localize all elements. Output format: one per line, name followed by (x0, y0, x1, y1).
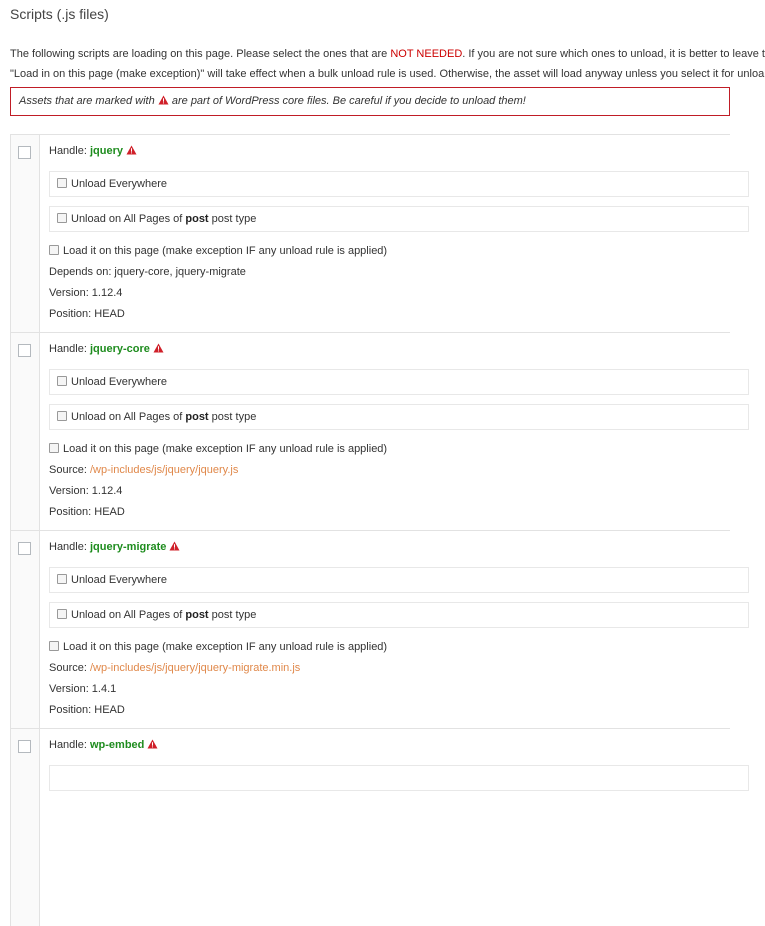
core-warning-icon (153, 343, 164, 353)
notice-text-after: are part of WordPress core files. Be careful if you decide to unload them! (171, 95, 526, 107)
load-exception-checkbox[interactable] (49, 443, 59, 453)
asset-position: Position: HEAD (49, 308, 125, 320)
source-link[interactable]: /wp-includes/js/jquery/jquery-migrate.min.js (89, 662, 301, 674)
unload-everywhere-checkbox[interactable] (57, 376, 67, 386)
asset-select-checkbox[interactable] (18, 542, 31, 555)
load-exception-option[interactable] (49, 443, 387, 455)
unload-everywhere-option[interactable] (49, 765, 749, 791)
intro-text (10, 44, 765, 84)
unload-everywhere-label: Unload Everywhere (71, 376, 167, 388)
handle-line (49, 145, 137, 157)
unload-post-type-prefix: Unload on All Pages of (71, 411, 183, 423)
source-label: Source: (49, 464, 87, 476)
asset-row-jquery-migrate (10, 530, 730, 728)
unload-everywhere-checkbox[interactable] (57, 178, 67, 188)
unload-post-type-suffix: post type (211, 213, 257, 225)
handle-label: Handle: (49, 145, 87, 157)
asset-source (49, 464, 238, 476)
handle-label: Handle: (49, 541, 87, 553)
asset-position: Position: HEAD (49, 506, 125, 518)
unload-post-type-checkbox[interactable] (57, 609, 67, 619)
handle-label: Handle: (49, 343, 87, 355)
post-type-name: post (185, 213, 209, 225)
core-warning-icon (147, 739, 158, 749)
handle-line (49, 541, 180, 553)
asset-version: Version: 1.12.4 (49, 485, 123, 497)
load-exception-label: Load it on this page (make exception IF any unload rule is applied) (63, 641, 388, 653)
unload-everywhere-option[interactable] (49, 567, 749, 593)
unload-post-type-option[interactable] (49, 206, 749, 232)
asset-select-checkbox[interactable] (18, 344, 31, 357)
asset-row-wp-embed (10, 728, 730, 926)
unload-post-type-suffix: post type (211, 609, 257, 621)
unload-everywhere-option[interactable] (49, 369, 749, 395)
handle-line (49, 739, 158, 751)
post-type-name: post (185, 609, 209, 621)
asset-source (49, 662, 300, 674)
source-link[interactable]: /wp-includes/js/jquery/jquery.js (89, 464, 239, 476)
depends-on: Depends on: jquery-core, jquery-migrate (49, 266, 246, 278)
unload-everywhere-checkbox[interactable] (57, 574, 67, 584)
row-select-column (11, 729, 40, 926)
row-select-column (11, 333, 40, 530)
unload-post-type-suffix: post type (211, 411, 257, 423)
unload-post-type-checkbox[interactable] (57, 411, 67, 421)
asset-row-jquery-core (10, 332, 730, 530)
handle-name: jquery-core (89, 343, 150, 355)
load-exception-option[interactable] (49, 641, 387, 653)
intro-line-1 (10, 44, 765, 64)
unload-post-type-checkbox[interactable] (57, 213, 67, 223)
asset-version: Version: 1.12.4 (49, 287, 123, 299)
asset-position: Position: HEAD (49, 704, 125, 716)
intro-line-2: "Load in on this page (make exception)" will take effect when a bulk unload rule is used. Otherwise, the asset will load anyway unless you select it for unloa (10, 68, 765, 80)
load-exception-checkbox[interactable] (49, 245, 59, 255)
load-exception-option[interactable] (49, 245, 387, 257)
core-warning-icon (126, 145, 137, 155)
unload-everywhere-label: Unload Everywhere (71, 178, 167, 190)
post-type-name: post (185, 411, 209, 423)
core-warning-icon (169, 541, 180, 551)
handle-name: jquery-migrate (89, 541, 167, 553)
asset-row-jquery (10, 134, 730, 332)
asset-version: Version: 1.4.1 (49, 683, 117, 695)
load-exception-label: Load it on this page (make exception IF any unload rule is applied) (63, 245, 388, 257)
unload-everywhere-option[interactable] (49, 171, 749, 197)
handle-line (49, 343, 164, 355)
handle-label: Handle: (49, 739, 87, 751)
load-exception-checkbox[interactable] (49, 641, 59, 651)
unload-post-type-prefix: Unload on All Pages of (71, 213, 183, 225)
load-exception-label: Load it on this page (make exception IF any unload rule is applied) (63, 443, 388, 455)
unload-everywhere-label: Unload Everywhere (71, 574, 167, 586)
warning-triangle-icon (158, 95, 169, 105)
intro-line-1-end: . If you are not sure which ones to unload, it is better to leave t (462, 48, 765, 60)
row-select-column (11, 531, 40, 728)
asset-select-checkbox[interactable] (18, 740, 31, 753)
asset-list (10, 134, 730, 926)
notice-text-before: Assets that are marked with (19, 95, 155, 107)
handle-name: jquery (89, 145, 123, 157)
unload-post-type-option[interactable] (49, 404, 749, 430)
intro-line-1-start: The following scripts are loading on this page. Please select the ones that are (10, 48, 391, 60)
unload-post-type-prefix: Unload on All Pages of (71, 609, 183, 621)
section-title: Scripts (.js files) (10, 6, 109, 22)
not-needed-warning: NOT NEEDED (390, 48, 463, 60)
source-label: Source: (49, 662, 87, 674)
asset-select-checkbox[interactable] (18, 146, 31, 159)
core-files-notice (10, 87, 730, 116)
unload-post-type-option[interactable] (49, 602, 749, 628)
handle-name: wp-embed (89, 739, 145, 751)
row-select-column (11, 135, 40, 332)
